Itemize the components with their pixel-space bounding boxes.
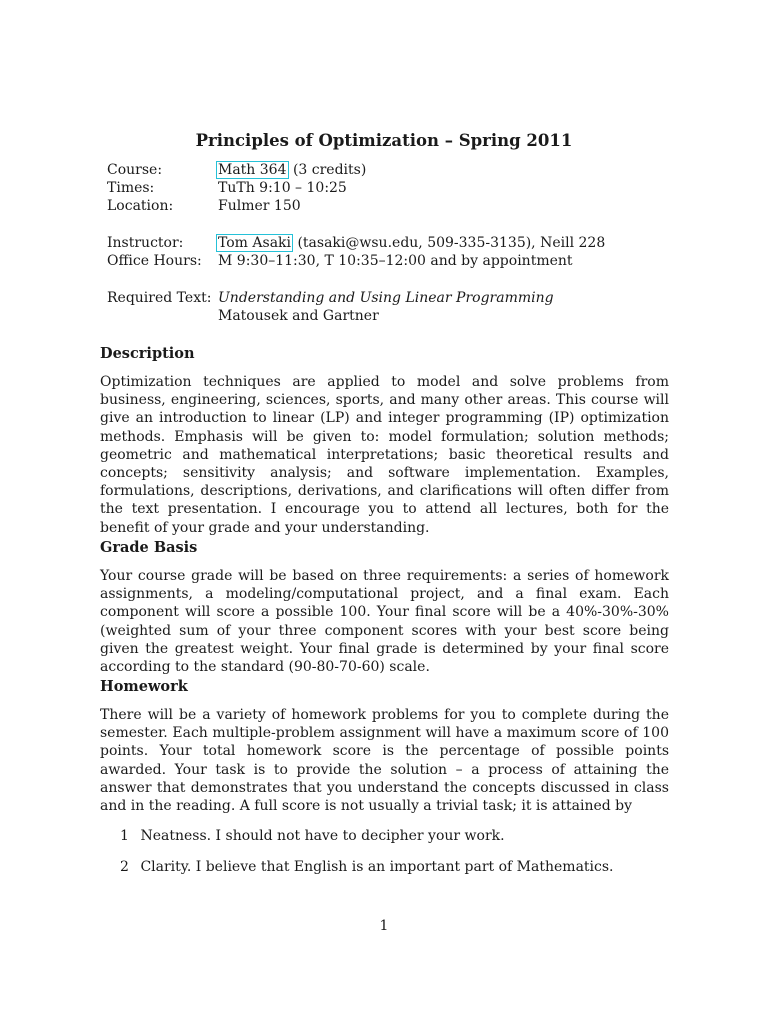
times-row [107,179,366,197]
textbook-authors-row [107,307,554,325]
location-row [107,197,366,215]
required-text-label: Required Text: [107,290,212,306]
list-item [120,859,614,875]
times-value: TuTh 9:10 – 10:25 [218,180,347,196]
times-label: Times: [107,180,155,196]
description-heading: Description [100,345,195,362]
course-row [107,161,366,179]
required-text-row [107,289,554,307]
instructor-contact: (tasaki@wsu.edu, 509-335-3135), Neill 228 [293,235,606,251]
instructor-value [218,234,605,252]
description-body: Optimization techniques are applied to model and solve problems from business, engineering, sciences, sports, and many other areas. This course will give an introduction to linear (LP) and integer programming (IP) optimization methods. Emphasis will be given to: model formulation; solution methods; geometric and mathematical interpretations; basic theoretical results and concepts; sensitivity analysis; and software implementation. Examples, formulations, descriptions, derivations, and clarifications will often differ from the text presentation. I encourage you to attend all lectures, both for the benefit of your grade and your understanding. [100,374,669,536]
textbook-authors: Matousek and Gartner [218,308,379,324]
location-value: Fulmer 150 [218,198,301,214]
list-item-text: Clarity. I believe that English is an important part of Mathematics. [140,859,614,875]
homework-body: There will be a variety of homework problems for you to complete during the semester. Each multiple-problem assignment will have a maximum score of 100 points. Your total homework score is the percentage of possible points awarded. Your task is to provide the solution – a process of attaining the answer that demonstrates that you understand the concepts discussed in class and in the reading. A full score is not usually a trivial task; it is attained by [100,707,669,815]
page-number: 1 [379,918,389,934]
course-link[interactable]: Math 364 [218,162,287,178]
course-label: Course: [107,162,163,178]
office-hours-value: M 9:30–11:30, T 10:35–12:00 and by appointment [218,253,573,269]
page-title: Principles of Optimization – Spring 2011 [195,131,573,150]
office-hours-label: Office Hours: [107,253,202,269]
spacer [107,307,218,325]
list-item-number: 2 [120,859,129,875]
instructor-label: Instructor: [107,235,184,251]
location-label: Location: [107,198,174,214]
office-hours-row [107,252,605,270]
textbook-title: Understanding and Using Linear Programming [218,290,554,306]
course-credits: (3 credits) [288,162,367,178]
list-item [120,828,505,844]
grade-basis-heading: Grade Basis [100,539,198,556]
instructor-link[interactable]: Tom Asaki [218,235,292,251]
instructor-row [107,234,605,252]
instructor-info-block [107,234,605,270]
homework-heading: Homework [100,678,188,695]
grade-basis-body: Your course grade will be based on three requirements: a series of homework assignments, a modeling/computational project, and a final exam. Each component will score a possible 100. Your final score will be a 40%-30%-30% (weighted sum of your three component scores with your best score being given the greatest weight. Your final grade is determined by your final score according to the standard (90-80-70-60) scale. [100,568,669,676]
required-text-block [107,289,554,325]
course-info-block [107,161,366,215]
course-value [218,161,366,179]
list-item-number: 1 [120,828,129,844]
list-item-text: Neatness. I should not have to decipher your work. [140,828,505,844]
